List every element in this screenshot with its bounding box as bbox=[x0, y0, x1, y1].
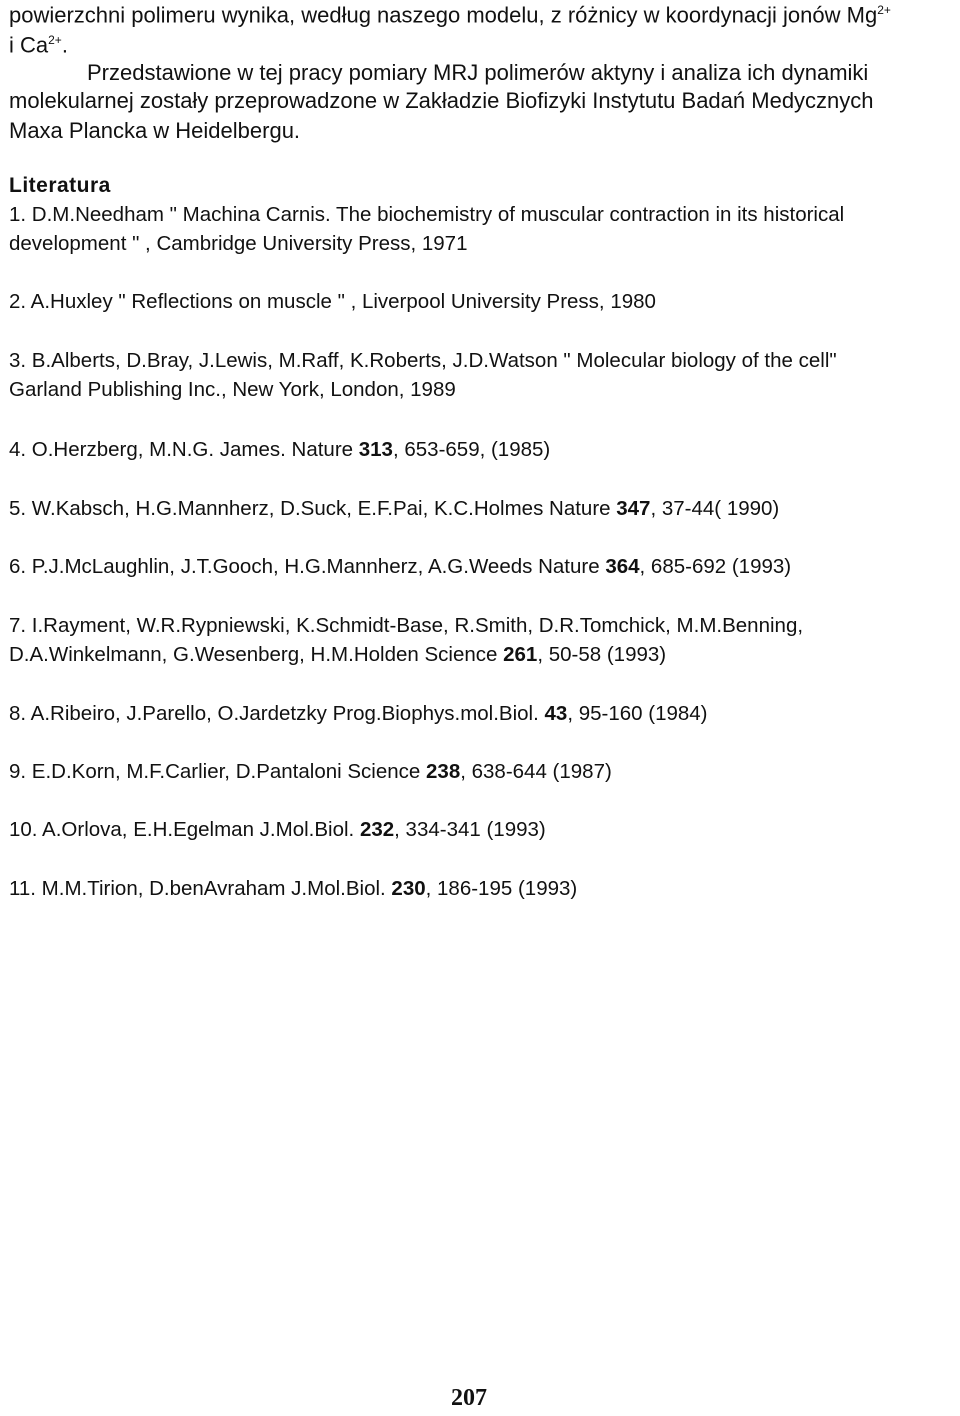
reference-item bbox=[9, 557, 791, 578]
volume-number: 313 bbox=[358, 438, 393, 461]
paragraph-line bbox=[9, 4, 891, 26]
superscript: 2+ bbox=[48, 33, 62, 47]
volume-number: 364 bbox=[605, 555, 640, 578]
reference-text: , 37-44( 1990) bbox=[650, 497, 780, 520]
reference-text: 10. A.Orlova, E.H.Egelman J.Mol.Biol. bbox=[9, 818, 360, 841]
reference-item: 3. B.Alberts, D.Bray, J.Lewis, M.Raff, K.Roberts, J.D.Watson " Molecular biology of the cell" bbox=[9, 349, 837, 372]
body-text: powierzchni polimeru wynika, według naszego modelu, z różnicy w koordynacji jonów Mg bbox=[9, 2, 878, 28]
paragraph-line: Maxa Plancka w Heidelbergu. bbox=[9, 118, 301, 143]
reference-item bbox=[9, 879, 577, 900]
volume-number: 232 bbox=[359, 818, 395, 841]
reference-item-continuation: Garland Publishing Inc., New York, London, 1989 bbox=[9, 378, 456, 401]
reference-item: 2. A.Huxley " Reflections on muscle " , Liverpool University Press, 1980 bbox=[9, 290, 656, 313]
reference-item bbox=[9, 704, 708, 725]
reference-text: 9. E.D.Korn, M.F.Carlier, D.Pantaloni Science bbox=[9, 760, 427, 783]
reference-item: 1. D.M.Needham " Machina Carnis. The biochemistry of muscular contraction in its historical bbox=[9, 203, 845, 226]
reference-text: , 685-692 (1993) bbox=[639, 555, 792, 578]
page-number: 207 bbox=[451, 1385, 487, 1411]
reference-text: 8. A.Ribeiro, J.Parello, O.Jardetzky Prog.Biophys.mol.Biol. bbox=[9, 702, 545, 725]
reference-text: , 638-644 (1987) bbox=[460, 760, 612, 783]
volume-number: 230 bbox=[391, 877, 426, 900]
reference-text: , 186-195 (1993) bbox=[425, 877, 578, 900]
reference-text: , 653-659, (1985) bbox=[392, 438, 551, 461]
reference-item bbox=[9, 762, 612, 783]
paragraph-line bbox=[9, 34, 68, 56]
reference-item bbox=[9, 820, 546, 841]
reference-text: , 334-341 (1993) bbox=[394, 818, 546, 841]
volume-number: 261 bbox=[503, 643, 538, 666]
superscript: 2+ bbox=[877, 3, 891, 17]
reference-text: 4. O.Herzberg, M.N.G. James. Nature bbox=[9, 438, 359, 461]
reference-item bbox=[9, 499, 779, 520]
reference-item bbox=[9, 440, 550, 461]
body-text: i Ca bbox=[9, 32, 49, 58]
reference-item: 7. I.Rayment, W.R.Rypniewski, K.Schmidt-Base, R.Smith, D.R.Tomchick, M.M.Benning, bbox=[9, 614, 804, 637]
reference-text: D.A.Winkelmann, G.Wesenberg, H.M.Holden Science bbox=[9, 643, 504, 666]
paragraph-line: Przedstawione w tej pracy pomiary MRJ polimerów aktyny i analiza ich dynamiki bbox=[87, 60, 869, 85]
reference-text: , 50-58 (1993) bbox=[537, 643, 667, 666]
reference-item-continuation: development " , Cambridge University Press, 1971 bbox=[9, 232, 468, 255]
paragraph-line: molekularnej zostały przeprowadzone w Zakładzie Biofizyki Instytutu Badań Medycznych bbox=[9, 88, 874, 113]
volume-number: 238 bbox=[426, 760, 461, 783]
reference-item-continuation bbox=[9, 645, 666, 666]
reference-text: 6. P.J.McLaughlin, J.T.Gooch, H.G.Mannherz, A.G.Weeds Nature bbox=[9, 555, 606, 578]
section-heading: Literatura bbox=[9, 174, 111, 197]
reference-text: , 95-160 (1984) bbox=[567, 702, 708, 725]
volume-number: 43 bbox=[544, 702, 568, 725]
reference-text: 11. M.M.Tirion, D.benAvraham J.Mol.Biol. bbox=[9, 877, 392, 900]
body-text: . bbox=[61, 32, 68, 58]
reference-text: 5. W.Kabsch, H.G.Mannherz, D.Suck, E.F.Pai, K.C.Holmes Nature bbox=[9, 497, 617, 520]
volume-number: 347 bbox=[616, 497, 651, 520]
